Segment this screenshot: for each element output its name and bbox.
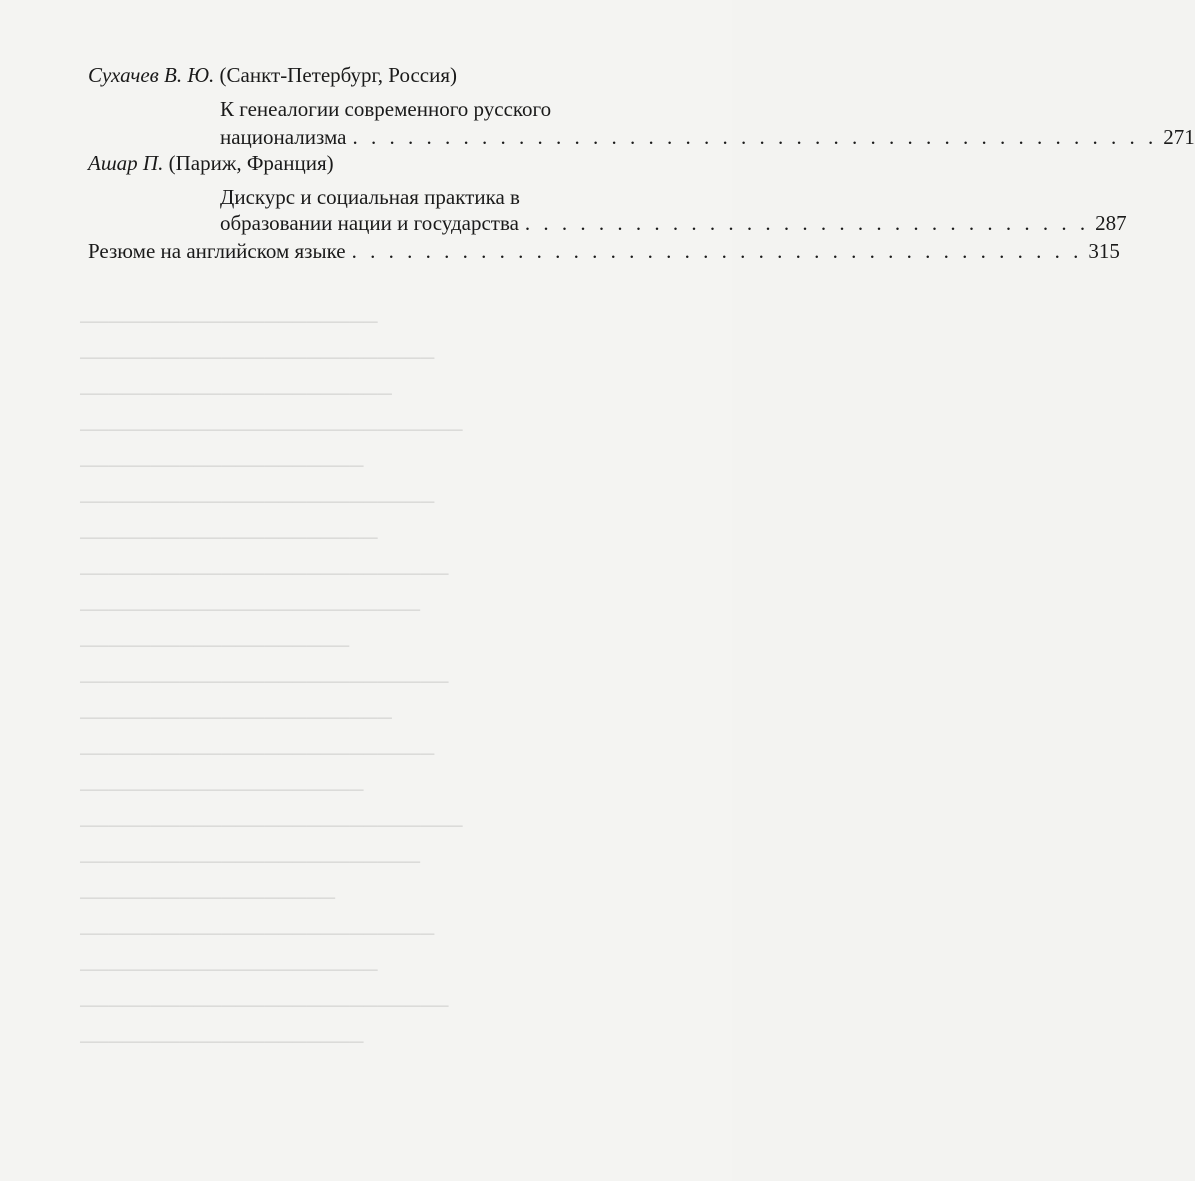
toc-entry-author-line [88,148,334,178]
leader-dots: . . . . . . . . . . . . . . . . . . . . . . . . . . . . . . . . . . . . . . . . . . . . [352,125,1158,149]
toc-entry-title-end: национализма [220,125,347,149]
author-name: Сухачев В. Ю. [88,63,215,87]
author-location: (Санкт-Петербург, Россия) [219,63,458,87]
toc-page-number: 315 [1088,239,1120,263]
author-location: (Париж, Франция) [168,151,334,175]
show-through-texture: ──────────────────── ────────────────────────── ───────────────────── ───────────────────────── ────────────────── ──────────────────────── ─────────────────────────── ──────────────────── ───────────────────────── ────────────────────── ────────────────────────── ─────────────────── ──────────────────────── ────────────────────────── ───────────────────── ───────────────────────── ──────────────────── ─────────────────────────── ────────────────────── ───────────────────────── ───────────────────── [80,311,463,1053]
toc-entry-title: Дискурс и социальная практика в [220,185,520,209]
toc-entry-author-line [88,60,457,90]
toc-entry-title: Резюме на английском языке [88,239,346,263]
toc-entry-title-line [88,236,1120,266]
toc-entry-title: К генеалогии современного русского [220,97,552,121]
author-name: Ашар П. [88,151,164,175]
toc-entry-title-end: образовании нации и государства [220,211,519,235]
toc-page-number: 287 [1095,211,1127,235]
toc-page-number: 271 [1163,125,1195,149]
toc-entry-title-line [220,208,1127,238]
leader-dots: . . . . . . . . . . . . . . . . . . . . . . . . . . . . . . . . . . . . . . . . [351,239,1083,263]
leader-dots: . . . . . . . . . . . . . . . . . . . . . . . . . . . . . . . [524,211,1090,235]
